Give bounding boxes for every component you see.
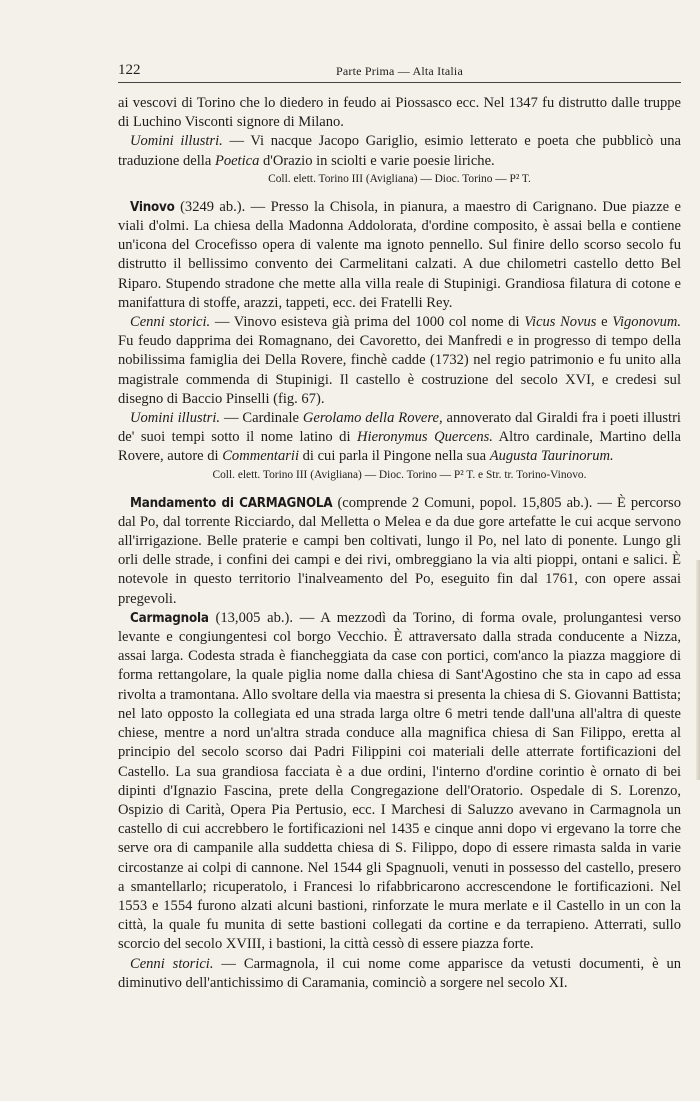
running-title: Parte Prima — Alta Italia [336,64,463,78]
page-edge-shadow [696,560,700,780]
place-name: Carmagnola [130,610,209,626]
electoral-note: Coll. elett. Torino III (Avigliana) — Dioc. Torino — P² T. e Str. tr. Torino-Vinovo. [212,468,587,481]
paragraph-vinovo: Vinovo (3249 ab.). — Presso la Chisola, in pianura, a maestro di Carignano. Due piazze e viali d'olmi. La chiesa della Madonna Addolorata, d'ordine composito, è assai bella e contiene un'icona del Crocefisso opera di valente ma ignoto pennello. Sul finire dello scorso secolo fu distrutto il bellissimo convento dei Carmelitani calzati. A due chilometri castello detto Bel Riparo. Stupendo stradone che mette alla villa reale di Stupinigi. Grandiosa filatura di cotone e manifattura di stoffe, arazzi, tappeti, ecc. dei Fratelli Rey. [118,198,681,311]
section-heading: Mandamento di CARMAGNOLA [130,495,333,511]
paragraph-carmagnola: Carmagnola (13,005 ab.). — A mezzodì da Torino, di forma ovale, prolungantesi verso levante e congiungentesi col borgo Vecchio. È attraversato dalla strada conducente a Nizza, assai larga. Codesta strada è fiancheggiata da case con portici, com'anco la piazza maggiore di forma rettangolare, la quale piglia nome dalla chiesa di Sant'Agostino che sta in capo ad essa rivolta a tramontana. Allo svoltare della via maestra si presenta la chiesa di S. Giovanni Battista; nel lato opposto la collegiata ed una strada larga oltre 6 metri tende dall'una all'altra di queste chiese, mentre a nord un'altra strada conduce alla magnifica chiesa di San Filippo, eretta al principio del secolo scorso dai Padri Filippini coi materiali delle atterrate fortificazioni del Castello. La sua grandiosa facciata è a due ordini, l'interno d'ordine corintio è ornato di bei dipinti d'Ignazio Fascina, prete della Congregazione dell'Oratorio. Ospedale di S. Lorenzo, Ospizio di Carità, Opera Pia Pertusio, ecc. I Marchesi di Saluzzo avevano in Carmagnola un castello di cui accrebbero le fortificazioni nel 1435 e cinque anni dopo vi ergevano la torre che serve ora di campanile alla suddetta chiesa di S. Filippo, dopo di essere rimasta salda in varie circostanze ai colpi di cannone. Nel 1544 gli Spagnuoli, venuti in possesso del castello, presero a smantellarlo; ricuperatolo, i Francesi lo rifabbricarono accrescendone le fortificazioni. Nel 1553 e 1554 furono alzati alcuni bastioni, rinforzate le mura merlate e il Castello in un con la città, la quale fu munita di sette bastioni collegati da cortine e da terrapieno. Atterrati, sullo scorcio del secolo XVIII, i bastioni, la città cessò di essere piazza forte. [118,609,681,953]
section-label: Cenni storici. [130,314,211,331]
section-label: Cenni storici. [130,955,214,972]
paragraph-uomini-illustri: Uomini illustri. — Vi nacque Jacopo Gariglio, esimio letterato e poeta che pubblicò una traduzione della Poetica d'Orazio in sciolti e varie poesie liriche. [118,133,682,169]
page-number: 122 [118,62,141,78]
section-label: Uomini illustri. [130,410,221,427]
paragraph-continuation: ai vescovi di Torino che lo diedero in feudo ai Piossasco ecc. Nel 1347 fu distrutto dalle truppe di Luchino Visconti signore di Milano. [118,95,681,131]
place-name: Vinovo [130,199,175,215]
paragraph-carmagnola-cenni: Cenni storici. — Carmagnola, il cui nome come apparisce da vetusti documenti, è un diminutivo dell'antichissimo di Caramania, cominciò a sorgere nel secolo XI. [118,955,681,991]
paragraph-mandamento: Mandamento di CARMAGNOLA (comprende 2 Comuni, popol. 15,805 ab.). — È percorso dal Po, dal torrente Ricciardo, dal Melletta o Melea e da due gore artefatte le cui acque servono all'irrigazione. Belle praterie e campi ben coltivati, lungo il Po, nel lato di ponente. Lungo gli orli delle strade, i confini dei campi e dei rivi, ombreggiano la via alti pioppi, ontani e salici. È notevole in questo territorio l'inalveamento del Po, eseguito fin dal 1761, con opere assai pregevoli. [118,494,681,607]
paragraph-vinovo-cenni: Cenni storici. — Vinovo esisteva già prima del 1000 col nome di Vicus Novus e Vigonovum. Fu feudo dapprima dei Romagnano, dei Cavoretto, dei Manfredi e in progresso di tempo della nobilissima famiglia dei Della Rovere, finchè cadde (1732) nel regio patrimonio e fu unito alla magistrale commenda di Stupinigi. Il castello è costruzione del secolo XVI, e credesi sul disegno di Baccio Pinselli (fig. 67). [118,314,682,407]
page-body [118,83,681,993]
electoral-note: Coll. elett. Torino III (Avigliana) — Dioc. Torino — P² T. [268,172,531,185]
page [118,58,681,993]
section-label: Uomini illustri. [130,133,223,150]
page-header [118,58,681,83]
paragraph-vinovo-uomini: Uomini illustri. — Cardinale Gerolamo della Rovere, annoverato dal Giraldi fra i poeti illustri de' suoi tempi sotto il nome latino di Hieronymus Quercens. Altro cardinale, Martino della Rovere, autore di Commentarii di cui parla il Pingone nella sua Augusta Taurinorum. [118,410,682,465]
